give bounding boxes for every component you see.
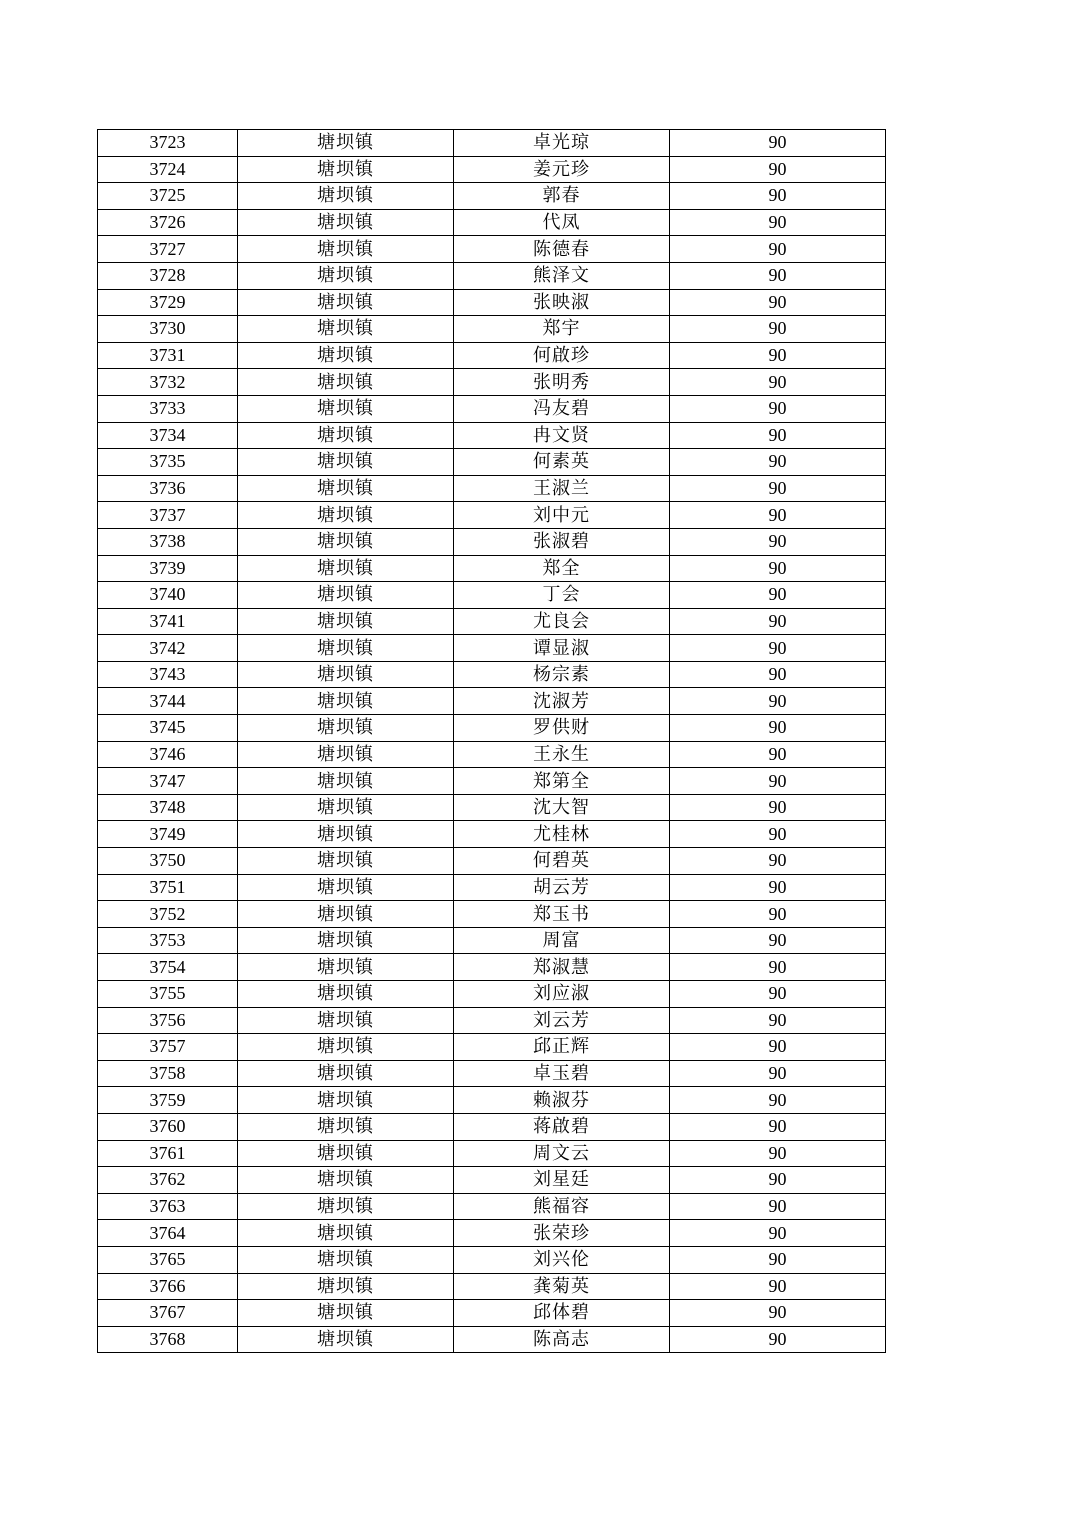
- name-cell: 冉文贤: [454, 422, 670, 449]
- table-row: [98, 635, 886, 662]
- amount-cell: 90: [670, 369, 886, 396]
- serial-number-cell: 3753: [98, 927, 238, 954]
- amount-cell: 90: [670, 422, 886, 449]
- township-cell: 塘坝镇: [238, 475, 454, 502]
- serial-number-cell: 3756: [98, 1007, 238, 1034]
- amount-cell: 90: [670, 715, 886, 742]
- name-cell: 邱体碧: [454, 1300, 670, 1327]
- table-row: [98, 848, 886, 875]
- township-cell: 塘坝镇: [238, 1300, 454, 1327]
- table-row: [98, 449, 886, 476]
- amount-cell: 90: [670, 1140, 886, 1167]
- table-row: [98, 1220, 886, 1247]
- serial-number-cell: 3739: [98, 555, 238, 582]
- township-cell: 塘坝镇: [238, 661, 454, 688]
- name-cell: 郑玉书: [454, 901, 670, 928]
- table-row: [98, 395, 886, 422]
- amount-cell: 90: [670, 555, 886, 582]
- serial-number-cell: 3723: [98, 130, 238, 157]
- serial-number-cell: 3730: [98, 316, 238, 343]
- amount-cell: 90: [670, 768, 886, 795]
- table-row: [98, 1246, 886, 1273]
- amount-cell: 90: [670, 1167, 886, 1194]
- table-row: [98, 1300, 886, 1327]
- name-cell: 罗供财: [454, 715, 670, 742]
- name-cell: 何素英: [454, 449, 670, 476]
- table-row: [98, 582, 886, 609]
- township-cell: 塘坝镇: [238, 1087, 454, 1114]
- table-row: [98, 1113, 886, 1140]
- name-cell: 郑全: [454, 555, 670, 582]
- name-cell: 龚菊英: [454, 1273, 670, 1300]
- serial-number-cell: 3745: [98, 715, 238, 742]
- amount-cell: 90: [670, 1326, 886, 1353]
- township-cell: 塘坝镇: [238, 688, 454, 715]
- township-cell: 塘坝镇: [238, 316, 454, 343]
- amount-cell: 90: [670, 449, 886, 476]
- name-cell: 谭显淑: [454, 635, 670, 662]
- name-cell: 刘中元: [454, 502, 670, 529]
- table-row: [98, 183, 886, 210]
- amount-cell: 90: [670, 1273, 886, 1300]
- serial-number-cell: 3763: [98, 1193, 238, 1220]
- amount-cell: 90: [670, 874, 886, 901]
- serial-number-cell: 3737: [98, 502, 238, 529]
- table-row: [98, 768, 886, 795]
- amount-cell: 90: [670, 954, 886, 981]
- serial-number-cell: 3732: [98, 369, 238, 396]
- township-cell: 塘坝镇: [238, 502, 454, 529]
- township-cell: 塘坝镇: [238, 369, 454, 396]
- amount-cell: 90: [670, 209, 886, 236]
- township-cell: 塘坝镇: [238, 874, 454, 901]
- serial-number-cell: 3724: [98, 156, 238, 183]
- serial-number-cell: 3746: [98, 741, 238, 768]
- name-cell: 卓光琼: [454, 130, 670, 157]
- serial-number-cell: 3766: [98, 1273, 238, 1300]
- serial-number-cell: 3727: [98, 236, 238, 263]
- township-cell: 塘坝镇: [238, 1326, 454, 1353]
- amount-cell: 90: [670, 1193, 886, 1220]
- amount-cell: 90: [670, 130, 886, 157]
- township-cell: 塘坝镇: [238, 289, 454, 316]
- township-cell: 塘坝镇: [238, 209, 454, 236]
- table-row: [98, 1273, 886, 1300]
- table-row: [98, 156, 886, 183]
- township-cell: 塘坝镇: [238, 1140, 454, 1167]
- township-cell: 塘坝镇: [238, 981, 454, 1008]
- amount-cell: 90: [670, 688, 886, 715]
- table-row: [98, 316, 886, 343]
- table-row: [98, 1007, 886, 1034]
- township-cell: 塘坝镇: [238, 741, 454, 768]
- name-cell: 刘应淑: [454, 981, 670, 1008]
- name-cell: 尤良会: [454, 608, 670, 635]
- township-cell: 塘坝镇: [238, 1060, 454, 1087]
- name-cell: 熊福容: [454, 1193, 670, 1220]
- table-row: [98, 661, 886, 688]
- name-cell: 邱正辉: [454, 1034, 670, 1061]
- serial-number-cell: 3744: [98, 688, 238, 715]
- table-row: [98, 794, 886, 821]
- township-cell: 塘坝镇: [238, 794, 454, 821]
- serial-number-cell: 3731: [98, 342, 238, 369]
- amount-cell: 90: [670, 901, 886, 928]
- name-cell: 张荣珍: [454, 1220, 670, 1247]
- serial-number-cell: 3736: [98, 475, 238, 502]
- name-cell: 杨宗素: [454, 661, 670, 688]
- name-cell: 周文云: [454, 1140, 670, 1167]
- township-cell: 塘坝镇: [238, 768, 454, 795]
- name-cell: 胡云芳: [454, 874, 670, 901]
- amount-cell: 90: [670, 582, 886, 609]
- table-row: [98, 209, 886, 236]
- amount-cell: 90: [670, 821, 886, 848]
- amount-cell: 90: [670, 927, 886, 954]
- amount-cell: 90: [670, 1300, 886, 1327]
- name-cell: 陈高志: [454, 1326, 670, 1353]
- township-cell: 塘坝镇: [238, 927, 454, 954]
- name-cell: 尤桂林: [454, 821, 670, 848]
- serial-number-cell: 3764: [98, 1220, 238, 1247]
- name-cell: 丁会: [454, 582, 670, 609]
- table-row: [98, 236, 886, 263]
- amount-cell: 90: [670, 661, 886, 688]
- name-cell: 何碧英: [454, 848, 670, 875]
- serial-number-cell: 3747: [98, 768, 238, 795]
- amount-cell: 90: [670, 289, 886, 316]
- amount-cell: 90: [670, 342, 886, 369]
- amount-cell: 90: [670, 528, 886, 555]
- table-row: [98, 1060, 886, 1087]
- table-row: [98, 1167, 886, 1194]
- table-row: [98, 342, 886, 369]
- name-cell: 熊泽文: [454, 262, 670, 289]
- township-cell: 塘坝镇: [238, 821, 454, 848]
- table-row: [98, 1326, 886, 1353]
- table-row: [98, 502, 886, 529]
- name-cell: 郑第全: [454, 768, 670, 795]
- township-cell: 塘坝镇: [238, 528, 454, 555]
- township-cell: 塘坝镇: [238, 342, 454, 369]
- serial-number-cell: 3741: [98, 608, 238, 635]
- table-row: [98, 262, 886, 289]
- table-row: [98, 715, 886, 742]
- serial-number-cell: 3765: [98, 1246, 238, 1273]
- amount-cell: 90: [670, 1034, 886, 1061]
- serial-number-cell: 3754: [98, 954, 238, 981]
- amount-cell: 90: [670, 395, 886, 422]
- amount-cell: 90: [670, 262, 886, 289]
- township-cell: 塘坝镇: [238, 1007, 454, 1034]
- township-cell: 塘坝镇: [238, 1034, 454, 1061]
- serial-number-cell: 3743: [98, 661, 238, 688]
- serial-number-cell: 3751: [98, 874, 238, 901]
- serial-number-cell: 3755: [98, 981, 238, 1008]
- table-row: [98, 289, 886, 316]
- serial-number-cell: 3762: [98, 1167, 238, 1194]
- roster-table: [97, 129, 886, 1353]
- amount-cell: 90: [670, 848, 886, 875]
- amount-cell: 90: [670, 794, 886, 821]
- table-row: [98, 130, 886, 157]
- amount-cell: 90: [670, 475, 886, 502]
- table-row: [98, 981, 886, 1008]
- township-cell: 塘坝镇: [238, 422, 454, 449]
- serial-number-cell: 3749: [98, 821, 238, 848]
- table-row: [98, 528, 886, 555]
- name-cell: 蒋啟碧: [454, 1113, 670, 1140]
- amount-cell: 90: [670, 608, 886, 635]
- table-row: [98, 688, 886, 715]
- table-row: [98, 901, 886, 928]
- table-row: [98, 608, 886, 635]
- serial-number-cell: 3728: [98, 262, 238, 289]
- township-cell: 塘坝镇: [238, 262, 454, 289]
- table-row: [98, 821, 886, 848]
- serial-number-cell: 3768: [98, 1326, 238, 1353]
- roster-table-body: [98, 130, 886, 1353]
- township-cell: 塘坝镇: [238, 1193, 454, 1220]
- serial-number-cell: 3757: [98, 1034, 238, 1061]
- serial-number-cell: 3734: [98, 422, 238, 449]
- name-cell: 姜元珍: [454, 156, 670, 183]
- township-cell: 塘坝镇: [238, 130, 454, 157]
- serial-number-cell: 3742: [98, 635, 238, 662]
- amount-cell: 90: [670, 1007, 886, 1034]
- amount-cell: 90: [670, 316, 886, 343]
- table-row: [98, 422, 886, 449]
- name-cell: 张淑碧: [454, 528, 670, 555]
- township-cell: 塘坝镇: [238, 901, 454, 928]
- township-cell: 塘坝镇: [238, 555, 454, 582]
- township-cell: 塘坝镇: [238, 954, 454, 981]
- township-cell: 塘坝镇: [238, 1220, 454, 1247]
- table-row: [98, 1087, 886, 1114]
- serial-number-cell: 3760: [98, 1113, 238, 1140]
- serial-number-cell: 3733: [98, 395, 238, 422]
- amount-cell: 90: [670, 183, 886, 210]
- name-cell: 卓玉碧: [454, 1060, 670, 1087]
- serial-number-cell: 3729: [98, 289, 238, 316]
- amount-cell: 90: [670, 1087, 886, 1114]
- township-cell: 塘坝镇: [238, 582, 454, 609]
- amount-cell: 90: [670, 502, 886, 529]
- township-cell: 塘坝镇: [238, 395, 454, 422]
- serial-number-cell: 3759: [98, 1087, 238, 1114]
- amount-cell: 90: [670, 1246, 886, 1273]
- table-row: [98, 1140, 886, 1167]
- name-cell: 刘兴伦: [454, 1246, 670, 1273]
- serial-number-cell: 3750: [98, 848, 238, 875]
- serial-number-cell: 3767: [98, 1300, 238, 1327]
- name-cell: 赖淑芬: [454, 1087, 670, 1114]
- name-cell: 沈大智: [454, 794, 670, 821]
- table-row: [98, 475, 886, 502]
- township-cell: 塘坝镇: [238, 183, 454, 210]
- name-cell: 王淑兰: [454, 475, 670, 502]
- name-cell: 郑淑慧: [454, 954, 670, 981]
- name-cell: 张明秀: [454, 369, 670, 396]
- township-cell: 塘坝镇: [238, 608, 454, 635]
- township-cell: 塘坝镇: [238, 1113, 454, 1140]
- serial-number-cell: 3738: [98, 528, 238, 555]
- name-cell: 刘云芳: [454, 1007, 670, 1034]
- township-cell: 塘坝镇: [238, 449, 454, 476]
- township-cell: 塘坝镇: [238, 1246, 454, 1273]
- township-cell: 塘坝镇: [238, 1167, 454, 1194]
- name-cell: 代凤: [454, 209, 670, 236]
- amount-cell: 90: [670, 1060, 886, 1087]
- name-cell: 冯友碧: [454, 395, 670, 422]
- table-row: [98, 1034, 886, 1061]
- serial-number-cell: 3726: [98, 209, 238, 236]
- township-cell: 塘坝镇: [238, 156, 454, 183]
- serial-number-cell: 3761: [98, 1140, 238, 1167]
- amount-cell: 90: [670, 741, 886, 768]
- amount-cell: 90: [670, 981, 886, 1008]
- name-cell: 郭春: [454, 183, 670, 210]
- amount-cell: 90: [670, 635, 886, 662]
- serial-number-cell: 3735: [98, 449, 238, 476]
- table-row: [98, 1193, 886, 1220]
- name-cell: 张映淑: [454, 289, 670, 316]
- township-cell: 塘坝镇: [238, 236, 454, 263]
- serial-number-cell: 3752: [98, 901, 238, 928]
- table-row: [98, 927, 886, 954]
- name-cell: 何啟珍: [454, 342, 670, 369]
- serial-number-cell: 3748: [98, 794, 238, 821]
- name-cell: 王永生: [454, 741, 670, 768]
- township-cell: 塘坝镇: [238, 715, 454, 742]
- name-cell: 陈德春: [454, 236, 670, 263]
- amount-cell: 90: [670, 236, 886, 263]
- township-cell: 塘坝镇: [238, 848, 454, 875]
- table-row: [98, 369, 886, 396]
- amount-cell: 90: [670, 1113, 886, 1140]
- table-row: [98, 954, 886, 981]
- name-cell: 刘星廷: [454, 1167, 670, 1194]
- township-cell: 塘坝镇: [238, 635, 454, 662]
- serial-number-cell: 3740: [98, 582, 238, 609]
- table-row: [98, 741, 886, 768]
- amount-cell: 90: [670, 156, 886, 183]
- name-cell: 沈淑芳: [454, 688, 670, 715]
- table-row: [98, 874, 886, 901]
- serial-number-cell: 3725: [98, 183, 238, 210]
- township-cell: 塘坝镇: [238, 1273, 454, 1300]
- amount-cell: 90: [670, 1220, 886, 1247]
- table-row: [98, 555, 886, 582]
- name-cell: 周富: [454, 927, 670, 954]
- serial-number-cell: 3758: [98, 1060, 238, 1087]
- name-cell: 郑宇: [454, 316, 670, 343]
